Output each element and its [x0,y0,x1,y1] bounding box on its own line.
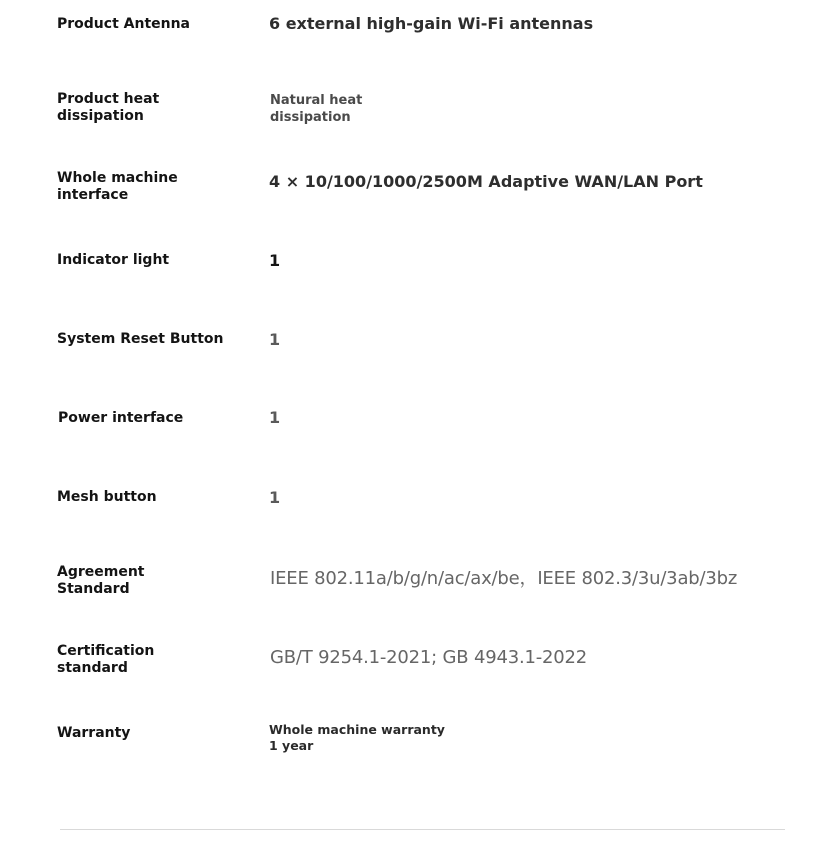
spec-value-interface: 4 × 10/100/1000/2500M Adaptive WAN/LAN Port [269,172,703,191]
spec-value-power-interface: 1 [269,408,281,427]
spec-label-indicator-light: Indicator light [57,252,170,268]
spec-label-reset-button: System Reset Button [57,331,224,347]
spec-label-agreement-standard: Agreement Standard [57,564,145,597]
spec-value-certification-standard: GB/T 9254.1-2021; GB 4943.1-2022 [270,647,588,668]
spec-label-antenna: Product Antenna [57,16,191,32]
spec-value-agreement-standard: IEEE 802.11a/b/g/n/ac/ax/be，IEEE 802.3/3u/3ab/3bz [270,568,738,589]
spec-value-mesh-button: 1 [269,488,281,507]
spec-label-certification-standard: Certification standard [57,643,155,676]
spec-value-indicator-light: 1 [269,251,281,270]
spec-value-warranty: Whole machine warranty 1 year [269,722,445,753]
spec-label-mesh-button: Mesh button [57,489,157,505]
spec-value-reset-button: 1 [269,330,281,349]
spec-value-antenna: 6 external high-gain Wi-Fi antennas [269,14,594,33]
bottom-divider [60,829,785,830]
spec-value-heat-dissipation: Natural heat dissipation [270,93,363,125]
spec-label-power-interface: Power interface [58,410,184,426]
spec-label-interface: Whole machine interface [57,170,178,203]
spec-label-warranty: Warranty [57,725,131,741]
spec-label-heat-dissipation: Product heat dissipation [57,91,160,124]
